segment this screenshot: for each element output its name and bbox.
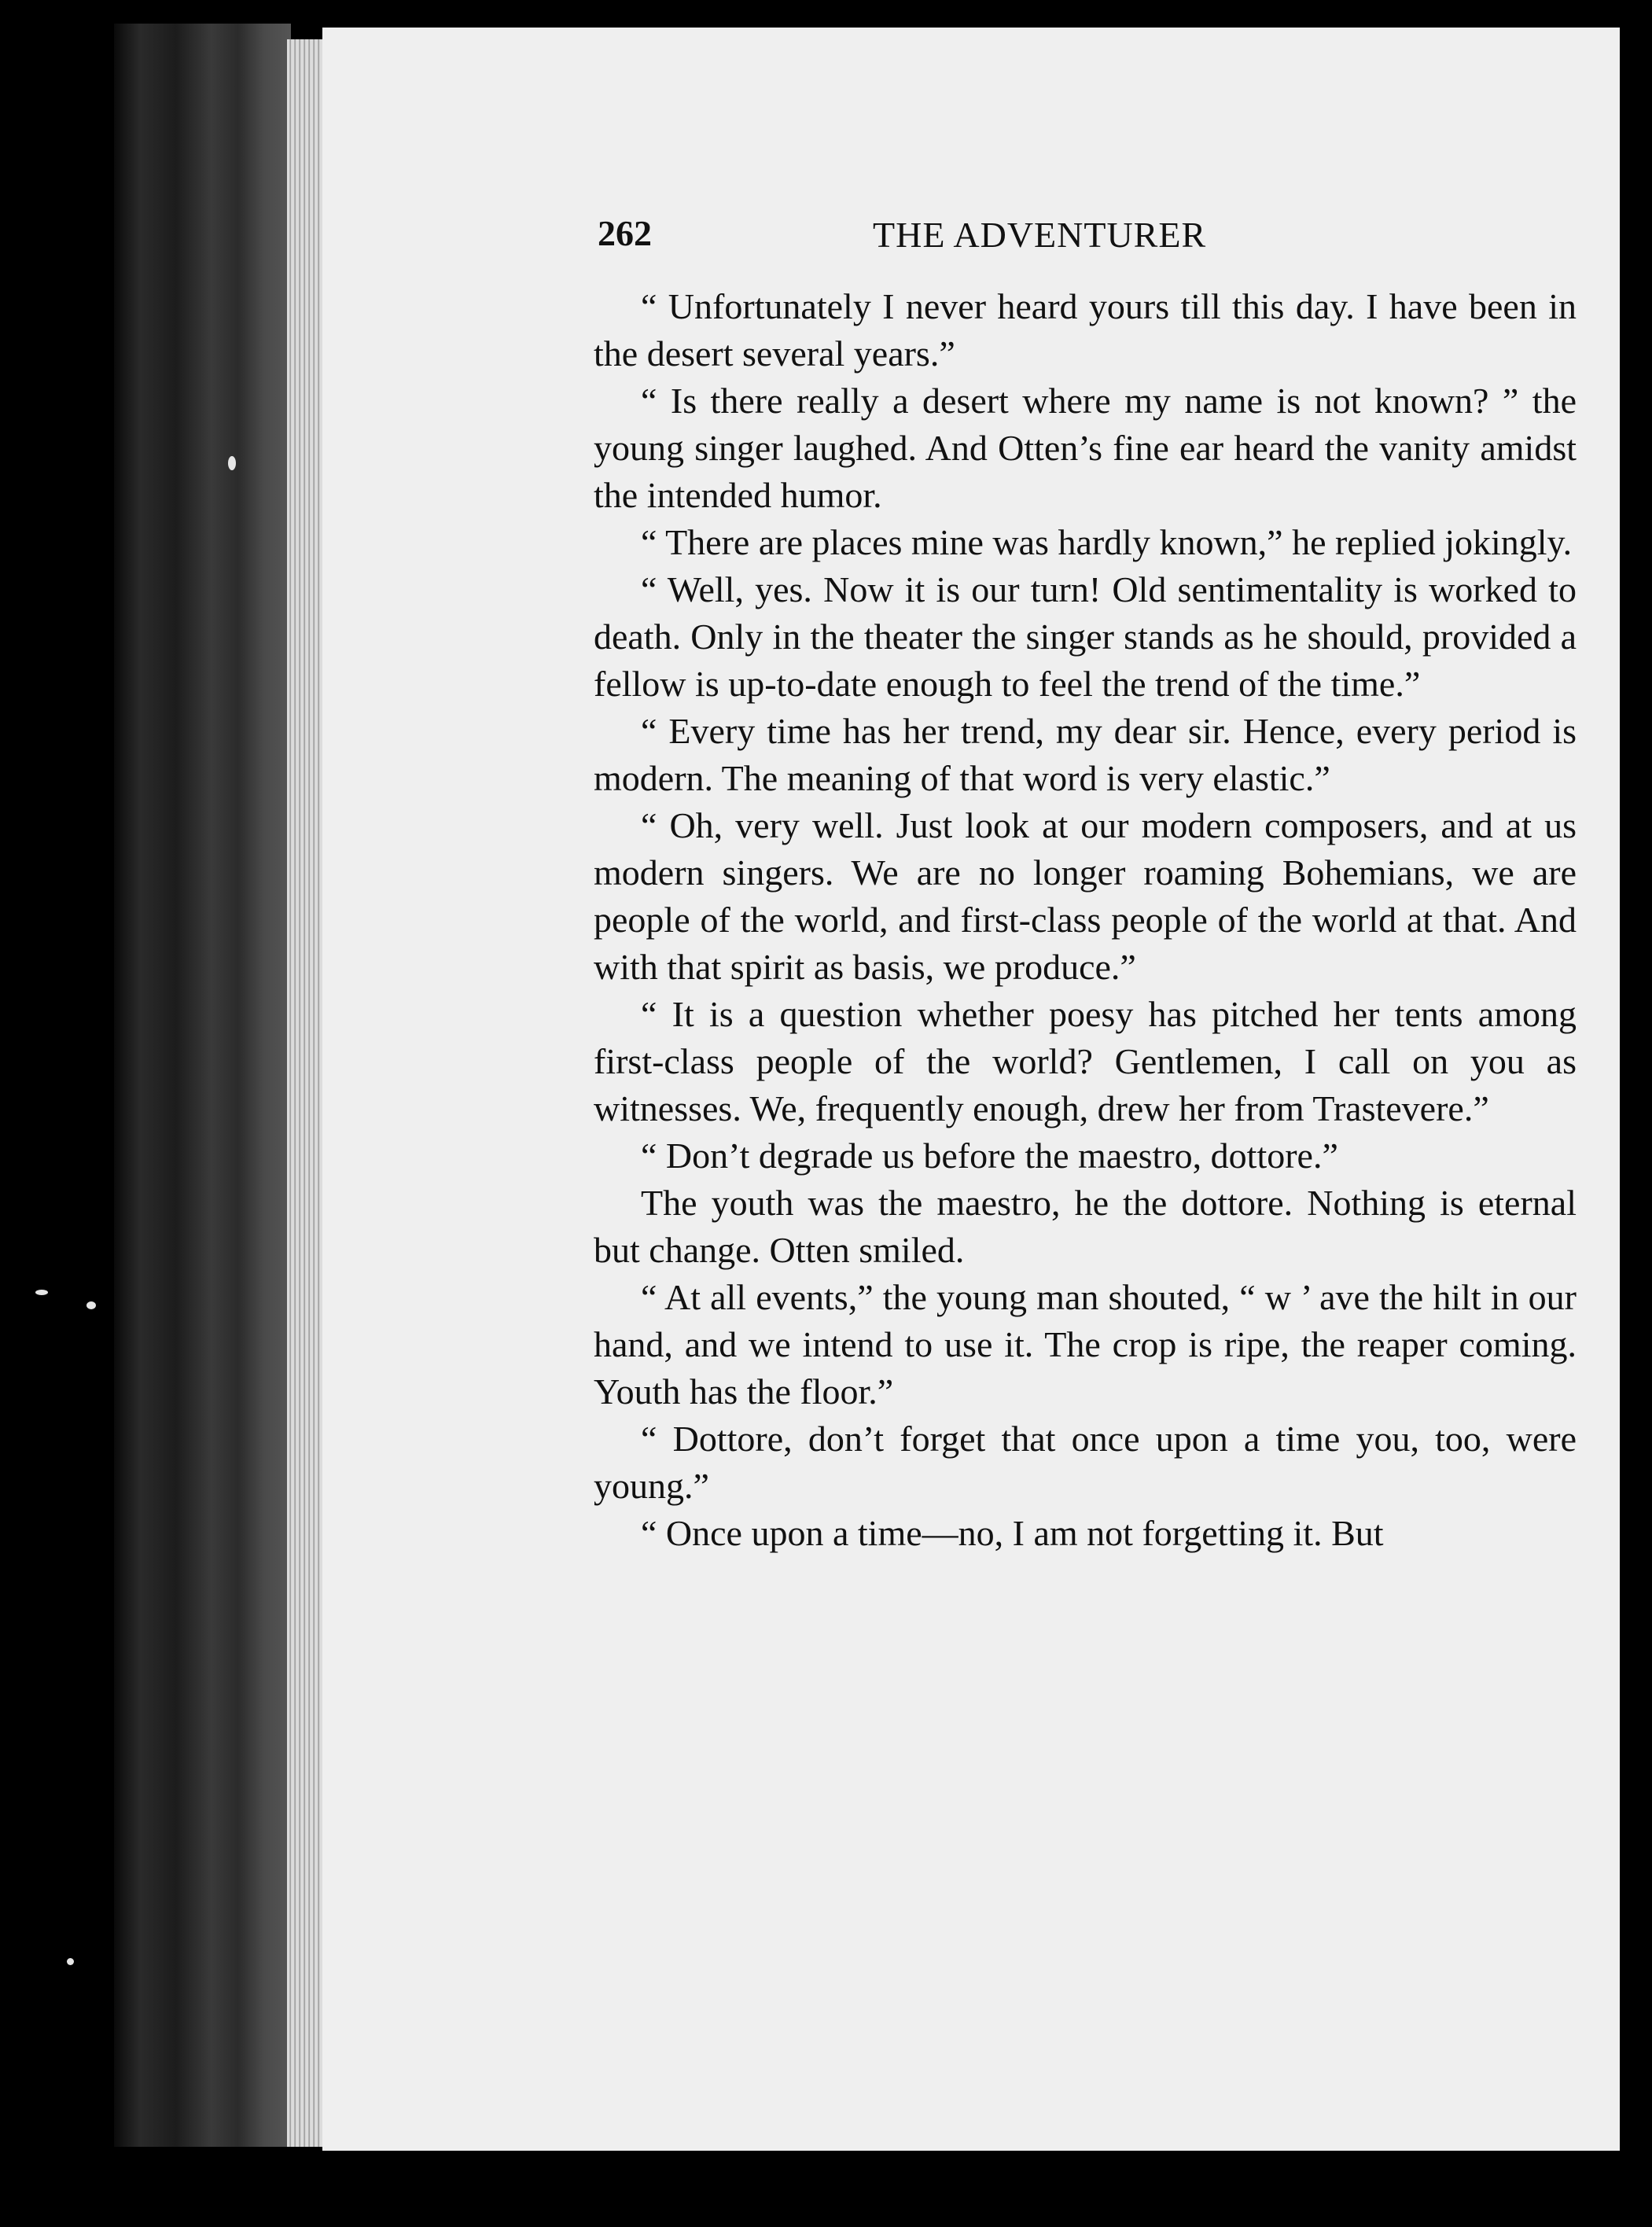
paragraph: “ Dottore, don’t forget that once upon a time you, too, were young.”: [594, 1419, 1577, 1506]
paragraph: “ Once upon a time—no, I am not forgetting it. But: [641, 1513, 1384, 1553]
dust-speck: [67, 1958, 74, 1965]
paragraph: “ Unfortunately I never heard yours till this day. I have been in the desert several years.”: [594, 286, 1577, 374]
paragraph: “ There are places mine was hardly known,” he replied jokingly.: [641, 522, 1573, 562]
page-header: [598, 212, 1305, 267]
page-number: 262: [598, 213, 652, 253]
paragraph: “ It is a question whether poesy has pitched her tents among first-class people of the world? Gentlemen, I call on you as witnesses. We, frequently enough, drew her from Trastevere.”: [594, 994, 1577, 1128]
book-spine: [114, 24, 291, 2147]
paragraph: “ Well, yes. Now it is our turn! Old sentimentality is worked to death. Only in the theater the singer stands as he should, provided a fellow is up-to-date enough to feel the trend of the time.”: [594, 569, 1577, 704]
paragraph: “ Oh, very well. Just look at our modern composers, and at us modern singers. We are no longer roaming Bohemians, we are people of the world, and first-class people of the world at that. And with that spirit as basis, we produce.”: [594, 805, 1577, 987]
paragraph: “ At all events,” the young man shouted, “ w ’ ave the hilt in our hand, and we intend to use it. The crop is ripe, the reaper coming. Youth has the floor.”: [594, 1277, 1577, 1412]
running-title: THE ADVENTURER: [873, 215, 1207, 255]
body-text: [594, 283, 1577, 1557]
dust-speck: [228, 456, 236, 470]
dust-speck: [86, 1301, 96, 1309]
paragraph: The youth was the maestro, he the dottore. Nothing is eternal but change. Otten smiled.: [594, 1183, 1577, 1270]
paragraph: “ Don’t degrade us before the maestro, dottore.”: [641, 1136, 1338, 1176]
page-edges: [287, 39, 322, 2147]
dust-speck: [35, 1290, 48, 1295]
paragraph: “ Is there really a desert where my name is not known? ” the young singer laughed. And Otten’s fine ear heard the vanity amidst the intended humor.: [594, 381, 1577, 515]
paragraph: “ Every time has her trend, my dear sir. Hence, every period is modern. The meaning of that word is very elastic.”: [594, 711, 1577, 798]
